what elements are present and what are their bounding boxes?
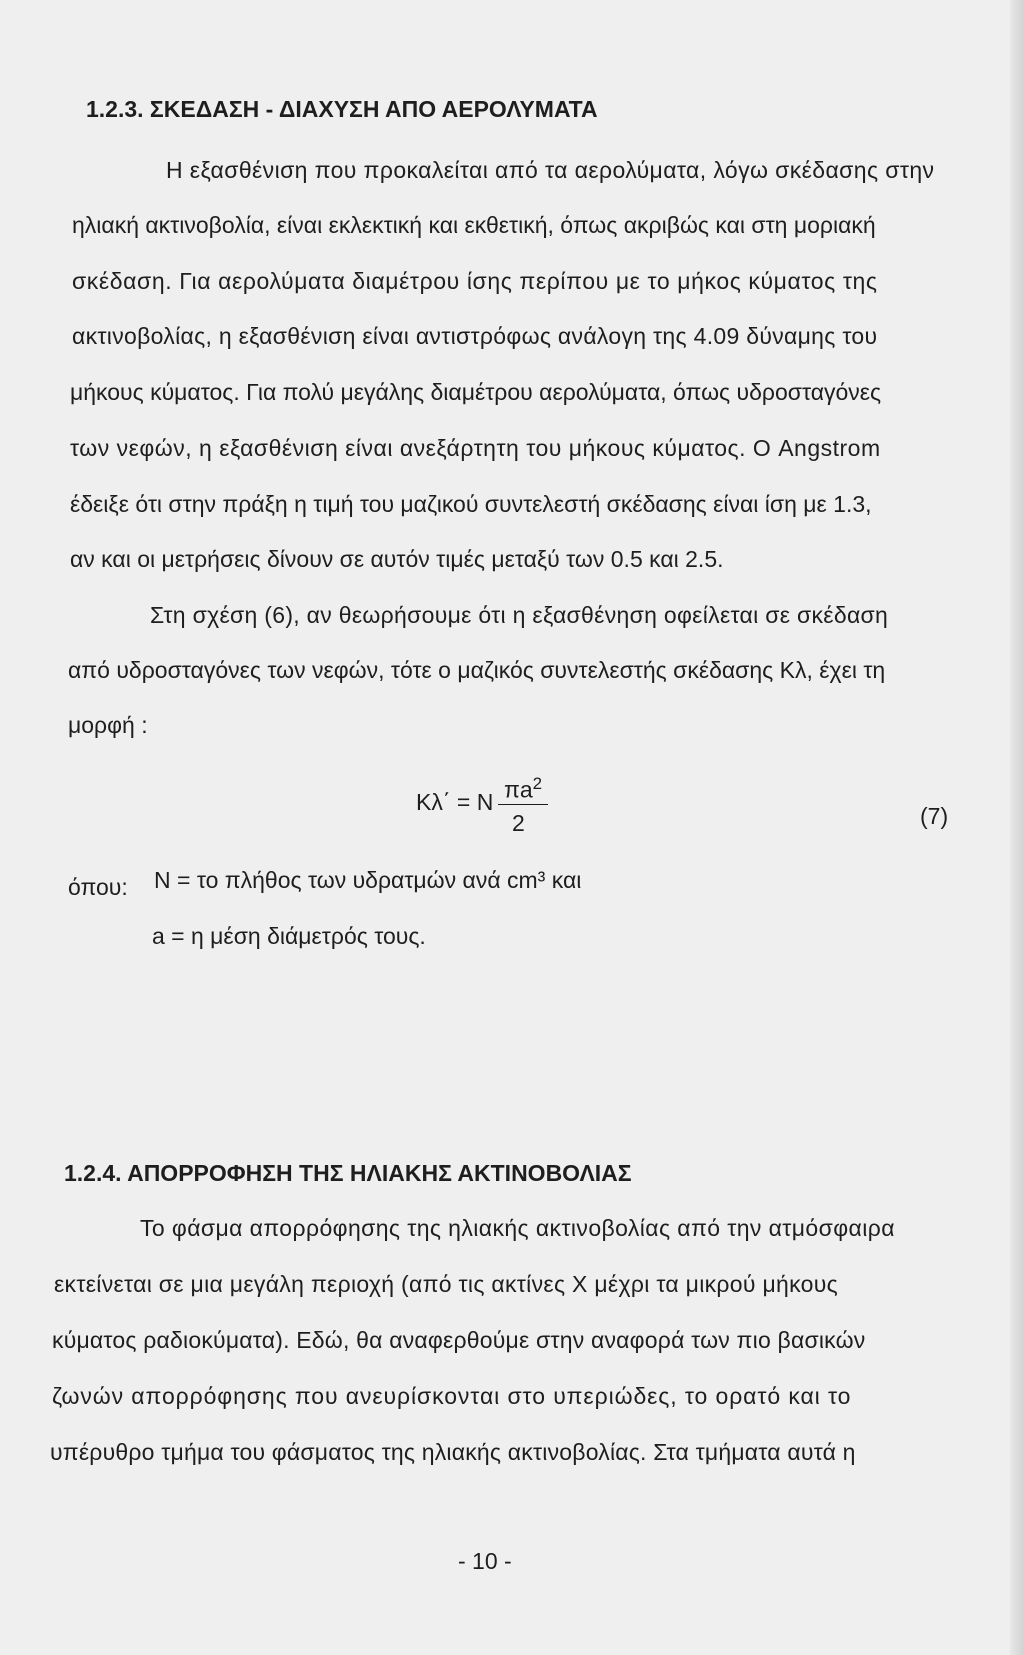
formula-numerator-base: πa [504,776,533,803]
where-definition: Ν = το πλήθος των υδρατμών ανά cm³ και [154,867,582,893]
paragraph-line: από υδροσταγόνες των νεφών, τότε ο μαζικός συντελεστής σκέδασης Κλ, έχει τη [68,657,886,683]
page-edge-shadow [1010,0,1024,1655]
paragraph-line: υπέρυθρο τμήμα του φάσματος της ηλιακής ακτινοβολίας. Στα τμήματα αυτά η [50,1439,856,1465]
formula-numerator [504,774,542,804]
paragraph-line: Η εξασθένιση που προκαλείται από τα αερολύματα, λόγω σκέδασης στην [166,157,935,183]
paragraph-line: κύματος ραδιοκύματα). Εδώ, θα αναφερθούμε στην αναφορά των πιο βασικών [52,1327,866,1353]
equation-number: (7) [920,803,949,829]
paragraph-line: ηλιακή ακτινοβολία, είναι εκλεκτική και εκθετική, όπως ακριβώς και στη μοριακή [72,212,876,238]
paragraph-line: μήκους κύματος. Για πολύ μεγάλης διαμέτρου αερολύματα, όπως υδροσταγόνες [70,379,882,405]
paragraph-line: μορφή : [68,712,148,738]
paragraph-line: σκέδαση. Για αερολύματα διαμέτρου ίσης περίπου με το μήκος κύματος της [72,268,878,294]
paragraph-line: ακτινοβολίας, η εξασθένιση είναι αντιστρόφως ανάλογη της 4.09 δύναμης του [72,323,878,349]
paragraph-line: εκτείνεται σε μια μεγάλη περιοχή (από τις ακτίνες Χ μέχρι τα μικρού μήκους [54,1271,838,1297]
where-definition: a = η μέση διάμετρός τους. [152,923,426,949]
paragraph-line: των νεφών, η εξασθένιση είναι ανεξάρτητη του μήκους κύματος. Ο Angstrom [70,435,881,461]
page-number: - 10 - [458,1548,512,1574]
fraction-bar [498,804,548,805]
formula-numerator-exponent: 2 [532,774,543,793]
section-heading-1-2-3: 1.2.3. ΣΚΕΔΑΣΗ - ΔΙΑΧΥΣΗ ΑΠΟ ΑΕΡΟΛΥΜΑΤΑ [86,96,598,122]
paragraph-line: Το φάσμα απορρόφησης της ηλιακής ακτινοβολίας από την ατμόσφαιρα [140,1215,895,1241]
formula-lhs: Κλ΄ = Ν [416,789,494,815]
paragraph-line: Στη σχέση (6), αν θεωρήσουμε ότι η εξασθένηση οφείλεται σε σκέδαση [150,602,889,628]
section-heading-1-2-4: 1.2.4. ΑΠΟΡΡΟΦΗΣΗ ΤΗΣ ΗΛΙΑΚΗΣ ΑΚΤΙΝΟΒΟΛΙΑΣ [64,1160,632,1186]
paragraph-line: έδειξε ότι στην πράξη η τιμή του μαζικού συντελεστή σκέδασης είναι ίση με 1.3, [70,491,872,517]
formula-denominator: 2 [512,810,525,836]
paragraph-line: αν και οι μετρήσεις δίνουν σε αυτόν τιμές μεταξύ των 0.5 και 2.5. [70,546,724,572]
where-label: όπου: [68,874,128,900]
paragraph-line: ζωνών απορρόφησης που ανευρίσκονται στο υπεριώδες, το ορατό και το [52,1383,852,1409]
